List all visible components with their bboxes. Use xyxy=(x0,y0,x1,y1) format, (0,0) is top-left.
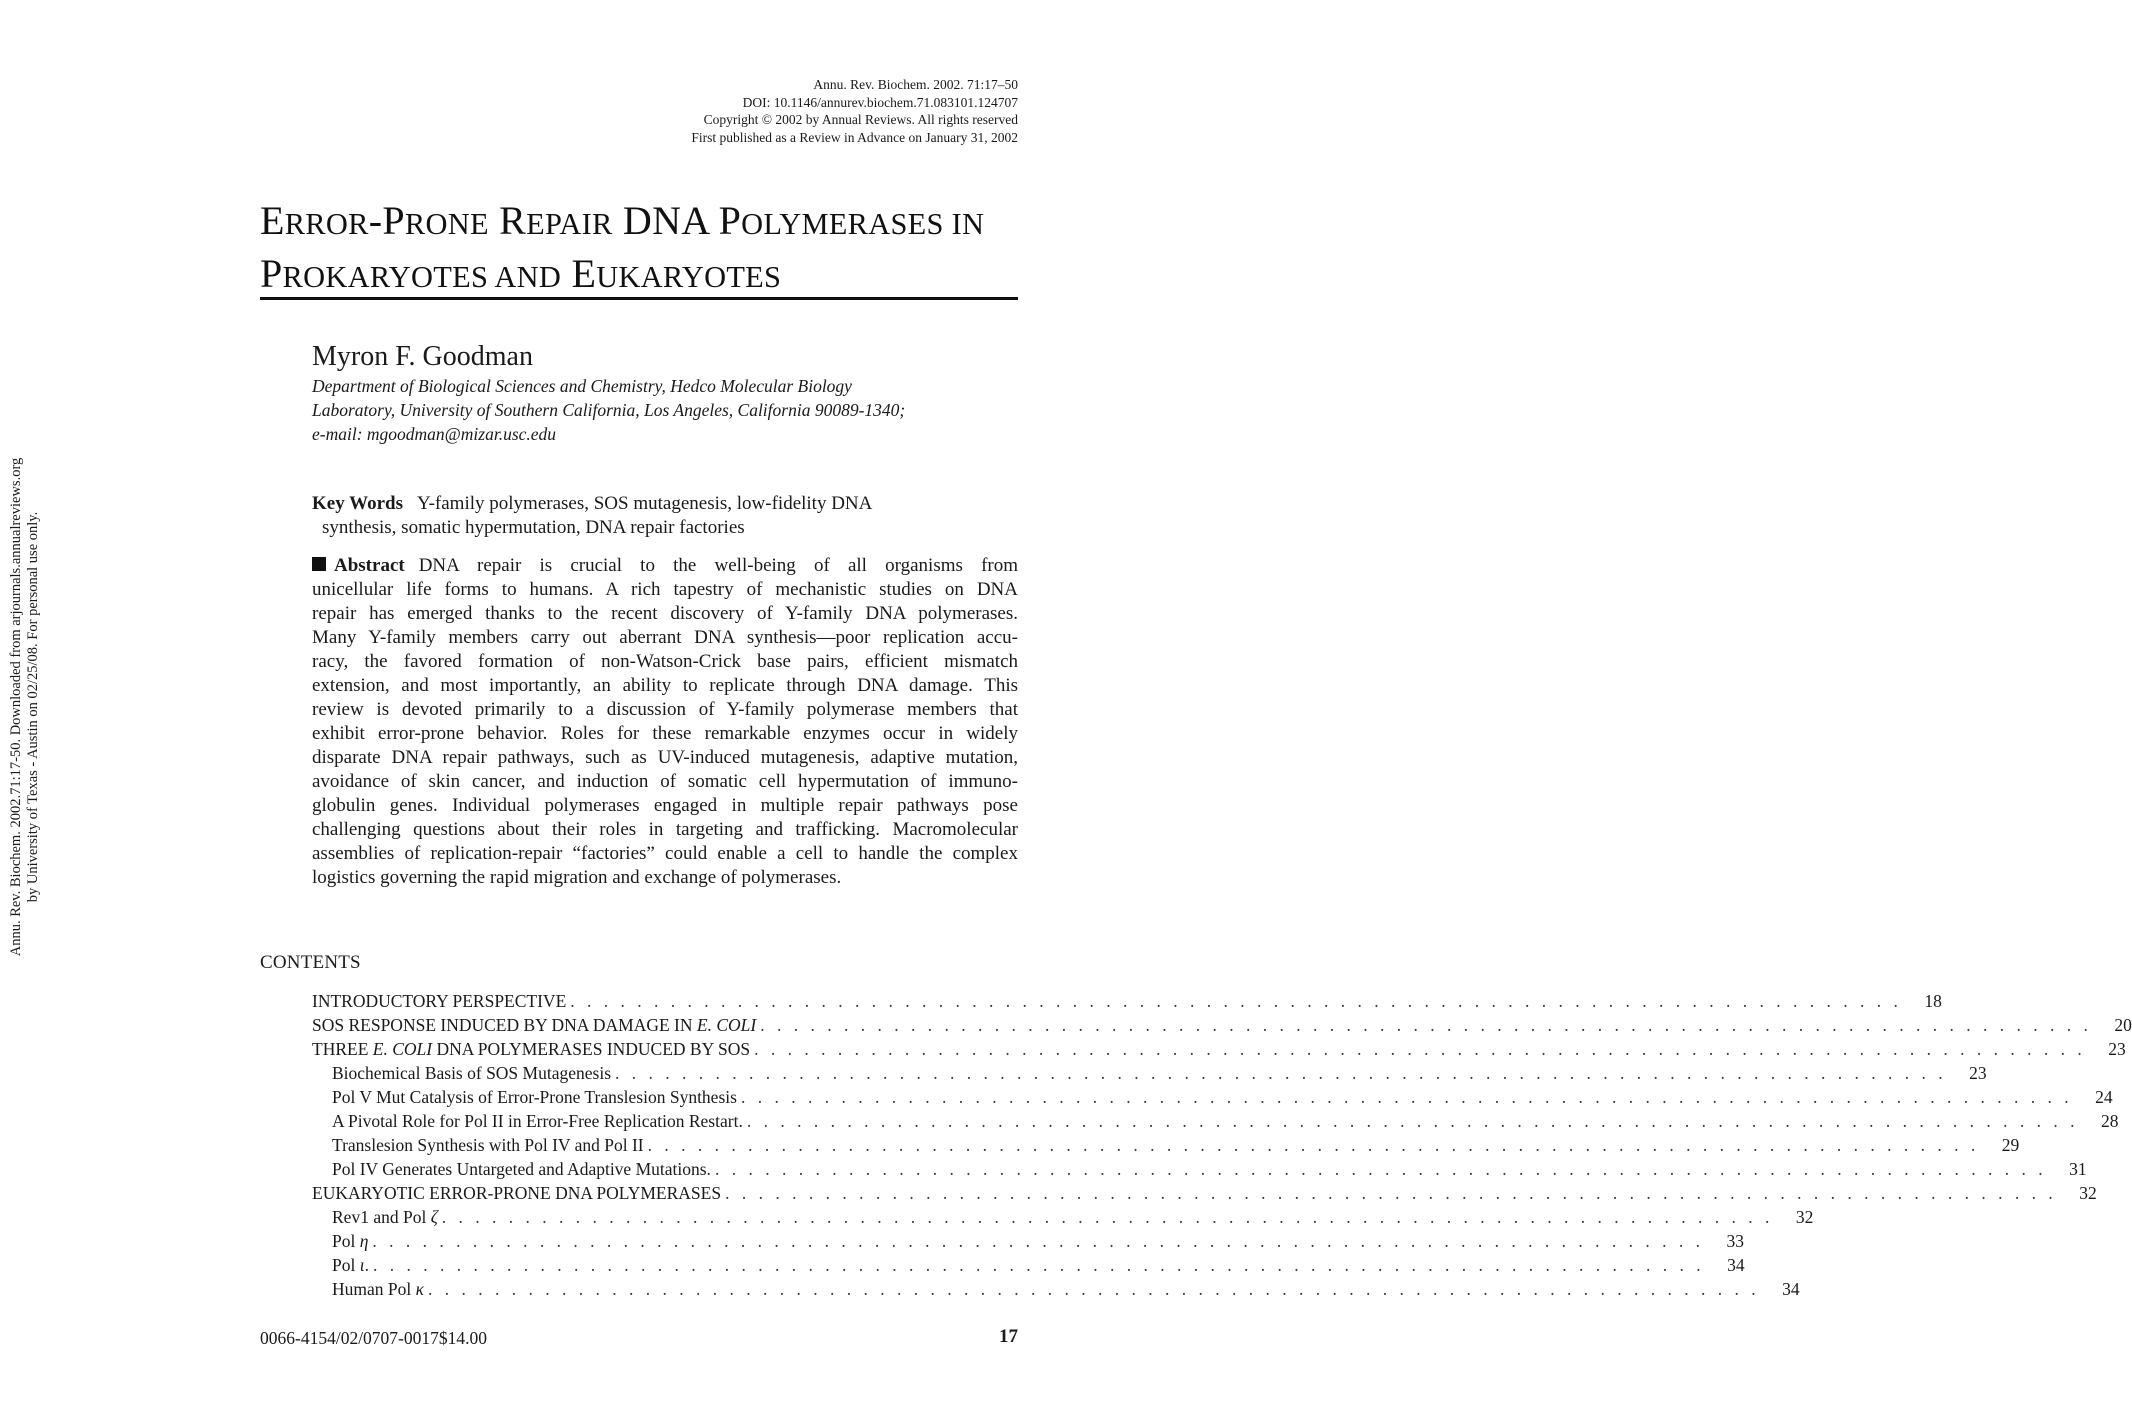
toc-entry-text: INTRODUCTORY PERSPECTIVE xyxy=(312,991,567,1011)
abstract xyxy=(312,554,1018,890)
toc-leader-dots: . . . . . . . . . . . . . . . . . . . . . . . . . . . . . . . . . . . . . . . . . . . . . . . . . . . . . . . . . . . . . . . . . . . . . . . . . . . . . . . . xyxy=(746,1111,2079,1131)
toc-entry-text: SOS RESPONSE INDUCED BY DNA DAMAGE IN xyxy=(312,1015,697,1035)
abstract-line: avoidance of skin cancer, and induction of somatic cell hypermutation of immuno- xyxy=(312,771,1018,792)
abstract-line xyxy=(312,554,1018,578)
title-line-1 xyxy=(260,196,1020,249)
toc-entry[interactable] xyxy=(312,1181,2097,1205)
toc-entry[interactable] xyxy=(312,1229,1745,1253)
toc-entry-text: Pol xyxy=(332,1255,360,1275)
toc-entry[interactable] xyxy=(312,1109,2119,1133)
toc-page-number: 32 xyxy=(1795,1207,1814,1227)
journal-header xyxy=(691,76,1018,146)
toc-entry-text: E. COLI xyxy=(696,1015,757,1035)
toc-leader-dots: . . . . . . . . . . . . . . . . . . . . . . . . . . . . . . . . . . . . . . . . . . . . . . . . . . . . . . . . . . . . . . . . . . . . . . . . . . . . . . . . xyxy=(754,1039,2086,1059)
toc-entry-text: . xyxy=(364,1255,369,1275)
keywords-label: Key Words xyxy=(312,493,403,514)
first-published: First published as a Review in Advance on January 31, 2002 xyxy=(691,129,1018,145)
toc-entry[interactable] xyxy=(312,1205,1814,1229)
page-number: 17 xyxy=(999,1326,1018,1347)
keywords-text: synthesis, somatic hypermutation, DNA repair factories xyxy=(322,517,745,538)
toc-leader-dots: . . . . . . . . . . . . . . . . . . . . . . . . . . . . . . . . . . . . . . . . . . . . . . . . . . . . . . . . . . . . . . . . . . . . . . . . . . . . . . . . xyxy=(441,1207,1774,1227)
toc-entry[interactable] xyxy=(312,1133,2020,1157)
keywords-line xyxy=(312,492,1018,516)
toc-leader-dots: . . . . . . . . . . . . . . . . . . . . . . . . . . . . . . . . . . . . . . . . . . . . . . . . . . . . . . . . . . . . . . . . . . . . . . . . . . . . . . . . xyxy=(725,1183,2057,1203)
toc-page-number: 34 xyxy=(1782,1279,1800,1299)
toc-page-number: 18 xyxy=(1924,991,1942,1011)
toc-page-number: 33 xyxy=(1726,1231,1745,1251)
toc-entry[interactable] xyxy=(312,1037,2126,1061)
toc-leader-dots: . . . . . . . . . . . . . . . . . . . . . . . . . . . . . . . . . . . . . . . . . . . . . . . . . . . . . . . . . . . . . . . . . . . . . . . . . . . . . . . . xyxy=(740,1087,2073,1107)
contents-heading: CONTENTS xyxy=(260,952,361,973)
article-title xyxy=(260,196,1020,302)
toc-leader-dots: . . . . . . . . . . . . . . . . . . . . . . . . . . . . . . . . . . . . . . . . . . . . . . . . . . . . . . . . . . . . . . . . . . . . . . . . . . . . . . . . xyxy=(647,1135,1980,1155)
title-initial: P xyxy=(260,251,283,296)
toc-entry-text: Pol xyxy=(332,1231,360,1251)
title-line-2 xyxy=(260,249,1020,302)
abstract-line: disparate DNA repair pathways, such as UV-induced mutagenesis, adaptive mutation, xyxy=(312,747,1018,768)
toc-page-number: 28 xyxy=(2100,1111,2119,1131)
title-initial: P xyxy=(382,198,405,243)
toc-entry-text: ζ xyxy=(430,1207,438,1227)
toc-entry-text: ι xyxy=(359,1255,365,1275)
square-bullet-icon xyxy=(312,557,326,571)
title-smallcaps: UKARYOTES xyxy=(596,260,782,294)
toc-entry-label xyxy=(312,1181,721,1205)
toc-page-number: 24 xyxy=(2095,1087,2113,1107)
toc-entry[interactable] xyxy=(312,1277,1800,1301)
abstract-label: Abstract xyxy=(334,555,405,576)
affiliation-line: Laboratory, University of Southern California, Los Angeles, California 90089-1340; xyxy=(312,400,906,420)
toc-page-number: 32 xyxy=(2079,1183,2097,1203)
toc-entry-text: E. COLI xyxy=(372,1039,433,1059)
toc-entry-text: Pol V Mut Catalysis of Error-Prone Translesion Synthesis xyxy=(332,1087,737,1107)
toc-page-number: 23 xyxy=(2108,1039,2126,1059)
abstract-line: extension, and most importantly, an ability to replicate through DNA damage. This xyxy=(312,675,1018,696)
toc-entry-label xyxy=(332,1133,644,1157)
title-initial: P xyxy=(718,198,742,243)
toc-entry-label xyxy=(312,989,566,1013)
toc-entry-text: Biochemical Basis of SOS Mutagenesis xyxy=(332,1063,612,1083)
title-smallcaps: RROR xyxy=(284,207,369,241)
title-initial: E xyxy=(571,251,597,296)
title-smallcaps: OLYMERASES IN xyxy=(741,207,985,241)
toc-entry-text: EUKARYOTIC ERROR-PRONE DNA POLYMERASES xyxy=(312,1183,722,1203)
toc-entry-label xyxy=(332,1061,611,1085)
toc-leader-dots: . . . . . . . . . . . . . . . . . . . . . . . . . . . . . . . . . . . . . . . . . . . . . . . . . . . . . . . . . . . . . . . . . . . . . . . . . . . . . . . . xyxy=(372,1255,1705,1275)
affiliation-email[interactable]: e-mail: mgoodman@mizar.usc.edu xyxy=(312,424,557,444)
affiliation-line: Department of Biological Sciences and Chemistry, Hedco Molecular Biology xyxy=(312,376,852,396)
author-affiliation xyxy=(312,374,1018,446)
citation: Annu. Rev. Biochem. 2002. 71:17–50 xyxy=(813,77,1018,92)
doi[interactable]: DOI: 10.1146/annurev.biochem.71.083101.124707 xyxy=(742,94,1018,110)
title-text: - xyxy=(368,198,383,243)
toc-leader-dots: . . . . . . . . . . . . . . . . . . . . . . . . . . . . . . . . . . . . . . . . . . . . . . . . . . . . . . . . . . . . . . . . . . . . . . . . . . . . . . . . xyxy=(714,1159,2047,1179)
abstract-line: racy, the favored formation of non-Watson-Crick base pairs, efficient mismatch xyxy=(312,651,1018,672)
toc-page-number: 29 xyxy=(2001,1135,2020,1155)
abstract-line: challenging questions about their roles in targeting and trafficking. Macromolecular xyxy=(312,819,1018,840)
title-smallcaps: ROKARYOTES AND xyxy=(282,260,562,294)
toc-page-number: 23 xyxy=(1969,1063,1987,1083)
table-of-contents xyxy=(312,989,2132,1301)
toc-entry-label xyxy=(332,1253,369,1277)
toc-entry-text: Translesion Synthesis with Pol IV and Pol II xyxy=(332,1135,644,1155)
toc-leader-dots: . . . . . . . . . . . . . . . . . . . . . . . . . . . . . . . . . . . . . . . . . . . . . . . . . . . . . . . . . . . . . . . . . . . . . . . . . . . . . . . . xyxy=(372,1231,1705,1251)
toc-entry-label xyxy=(332,1229,368,1253)
abstract-line: exhibit error-prone behavior. Roles for these remarkable enzymes occur in widely xyxy=(312,723,1018,744)
toc-leader-dots: . . . . . . . . . . . . . . . . . . . . . . . . . . . . . . . . . . . . . . . . . . . . . . . . . . . . . . . . . . . . . . . . . . . . . . . . . . . . . . . . xyxy=(428,1279,1760,1299)
toc-leader-dots: . . . . . . . . . . . . . . . . . . . . . . . . . . . . . . . . . . . . . . . . . . . . . . . . . . . . . . . . . . . . . . . . . . . . . . . . . . . . . . . . xyxy=(615,1063,1947,1083)
toc-entry-label xyxy=(332,1157,711,1181)
abstract-body xyxy=(312,578,1018,890)
toc-entry[interactable] xyxy=(312,989,1942,1013)
download-stamp xyxy=(8,458,42,957)
keywords xyxy=(312,492,1018,540)
toc-entry[interactable] xyxy=(312,1061,1987,1085)
toc-entry-text: DNA POLYMERASES INDUCED BY SOS xyxy=(432,1039,751,1059)
abstract-line: globulin genes. Individual polymerases engaged in multiple repair pathways pose xyxy=(312,795,1018,816)
copyright: Copyright © 2002 by Annual Reviews. All rights reserved xyxy=(703,112,1018,127)
title-divider xyxy=(260,297,1018,300)
toc-entry-text: Human Pol xyxy=(332,1279,416,1299)
toc-page-number: 20 xyxy=(2114,1015,2132,1035)
abstract-line: repair has emerged thanks to the recent discovery of Y-family DNA polymerases. xyxy=(312,603,1018,624)
toc-entry[interactable] xyxy=(312,1013,2132,1037)
download-stamp-line: by University of Texas - Austin on 02/25/08. For personal use only. xyxy=(25,511,41,903)
toc-leader-dots: . . . . . . . . . . . . . . . . . . . . . . . . . . . . . . . . . . . . . . . . . . . . . . . . . . . . . . . . . . . . . . . . . . . . . . . . . . . . . . . . xyxy=(570,991,1902,1011)
toc-entry-text: Rev1 and Pol xyxy=(332,1207,431,1227)
abstract-text: DNA repair is crucial to the well-being of all organisms from xyxy=(418,555,1018,576)
abstract-line: Many Y-family members carry out aberrant DNA synthesis—poor replication accu- xyxy=(312,627,1018,648)
toc-entry-text: Pol IV Generates Untargeted and Adaptive Mutations. xyxy=(332,1159,711,1179)
title-text xyxy=(489,198,499,243)
toc-entry-label xyxy=(312,1037,750,1061)
title-smallcaps: RONE xyxy=(404,207,489,241)
toc-entry-text: THREE xyxy=(312,1039,373,1059)
title-initial: R xyxy=(499,198,527,243)
toc-entry-label xyxy=(332,1205,438,1229)
download-stamp-line: Annu. Rev. Biochem. 2002.71:17-50. Downloaded from arjournals.annualreviews.org xyxy=(8,457,24,957)
title-smallcaps: EPAIR xyxy=(526,207,613,241)
toc-entry-label xyxy=(332,1085,737,1109)
toc-page-number: 31 xyxy=(2069,1159,2087,1179)
toc-entry-label xyxy=(332,1277,424,1301)
title-text xyxy=(561,251,571,296)
toc-entry[interactable] xyxy=(312,1157,2087,1181)
abstract-line: unicellular life forms to humans. A rich tapestry of mechanistic studies on DNA xyxy=(312,579,1018,600)
title-initial: E xyxy=(260,198,285,243)
toc-entry-text: κ xyxy=(415,1279,425,1299)
abstract-line: review is devoted primarily to a discussion of Y-family polymerase members that xyxy=(312,699,1018,720)
toc-entry-label xyxy=(312,1013,756,1037)
toc-leader-dots: . . . . . . . . . . . . . . . . . . . . . . . . . . . . . . . . . . . . . . . . . . . . . . . . . . . . . . . . . . . . . . . . . . . . . . . . . . . . . . . . xyxy=(760,1015,2092,1035)
toc-entry-text: η xyxy=(359,1231,369,1251)
abstract-line: logistics governing the rapid migration and exchange of polymerases. xyxy=(312,867,842,888)
toc-entry[interactable] xyxy=(312,1253,1745,1277)
toc-entry-text: A Pivotal Role for Pol II in Error-Free Replication Restart. xyxy=(332,1111,743,1131)
abstract-line: assemblies of replication-repair “factories” could enable a cell to handle the complex xyxy=(312,843,1018,864)
toc-entry-label xyxy=(332,1109,743,1133)
footer-code: 0066-4154/02/0707-0017$14.00 xyxy=(260,1328,488,1348)
toc-page-number: 34 xyxy=(1727,1255,1745,1275)
keywords-text: Y-family polymerases, SOS mutagenesis, low-fidelity DNA xyxy=(416,493,873,514)
title-text: DNA xyxy=(612,198,719,243)
toc-entry[interactable] xyxy=(312,1085,2113,1109)
author-name: Myron F. Goodman xyxy=(312,341,533,372)
